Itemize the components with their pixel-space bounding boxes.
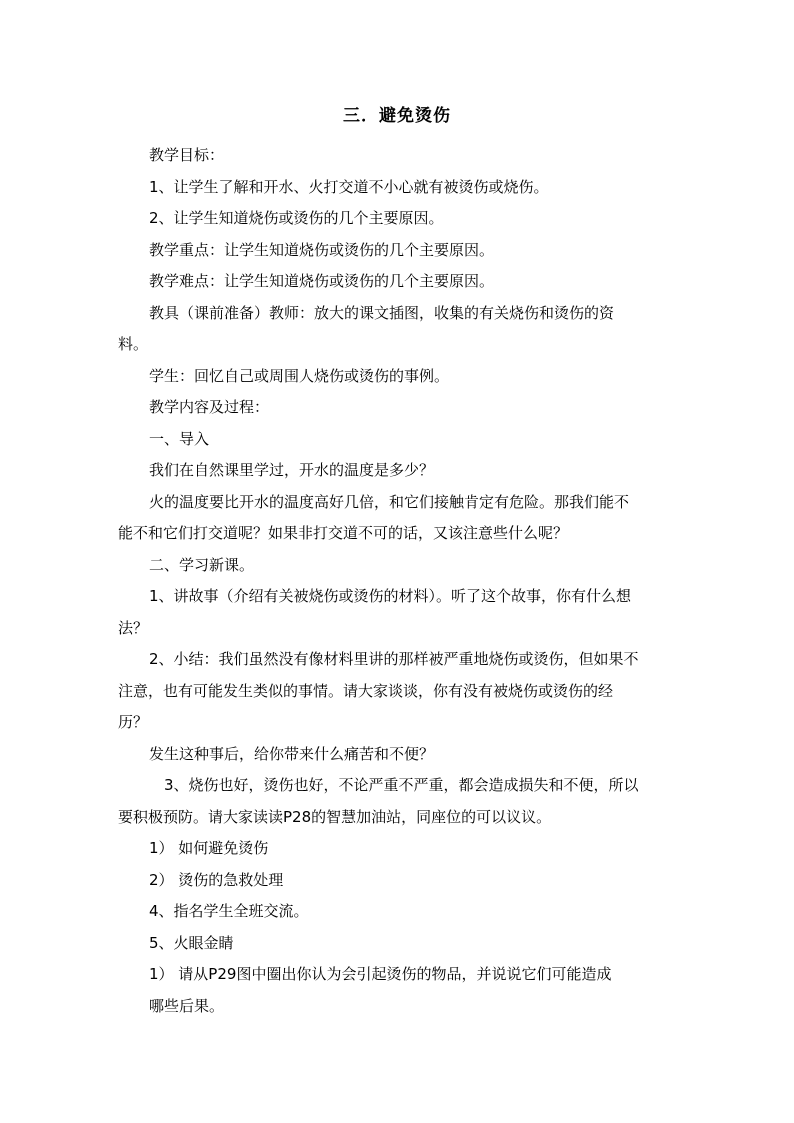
page-title: 三．避免烫伤 bbox=[343, 106, 451, 126]
text-line: 1、讲故事（介绍有关被烧伤或烫伤的材料）。听了这个故事，你有什么想 bbox=[149, 587, 632, 605]
text-line: 法？ bbox=[118, 618, 149, 637]
text-line: 注意，也有可能发生类似的事情。请大家谈谈，你有没有被烧伤或烫伤的经 bbox=[118, 681, 614, 700]
text-line: 教学目标： bbox=[149, 146, 225, 164]
text-line: 哪些后果。 bbox=[149, 996, 225, 1015]
text-line: 教具（课前准备）教师：放大的课文插图，收集的有关烧伤和烫伤的资 bbox=[149, 303, 615, 322]
text-line: 要积极预防。请大家读读P28的智慧加油站，同座位的可以议议。 bbox=[118, 807, 552, 826]
text-line: 2、小结：我们虽然没有像材料里讲的那样被严重地烧伤或烫伤，但如果不 bbox=[149, 650, 639, 668]
text-line: 历？ bbox=[118, 713, 149, 731]
text-line: 教学难点：让学生知道烧伤或烫伤的几个主要原因。 bbox=[149, 272, 495, 290]
text-line: 2） 烫伤的急救处理 bbox=[149, 870, 284, 889]
text-line: 一、导入 bbox=[149, 429, 210, 448]
text-line: 2、让学生知道烧伤或烫伤的几个主要原因。 bbox=[149, 209, 444, 227]
text-line: 发生这种事后，给你带来什么痛苦和不便？ bbox=[149, 744, 435, 763]
text-line: 二、学习新课。 bbox=[149, 555, 255, 574]
text-line: 我们在自然课里学过，开水的温度是多少？ bbox=[149, 461, 435, 479]
text-line: 3、烧伤也好，烫伤也好，不论严重不严重，都会造成损失和不便，所以 bbox=[164, 776, 639, 794]
document-body bbox=[118, 140, 678, 1022]
text-line: 5、火眼金睛 bbox=[149, 933, 234, 952]
text-line: 4、指名学生全班交流。 bbox=[149, 902, 309, 920]
text-line: 火的温度要比开水的温度高好几倍，和它们接触肯定有危险。那我们能不 bbox=[149, 492, 630, 511]
text-line: 1、让学生了解和开水、火打交道不小心就有被烫伤或烧伤。 bbox=[149, 177, 549, 196]
text-line: 能不和它们打交道呢？如果非打交道不可的话，又该注意些什么呢？ bbox=[118, 524, 569, 542]
text-line: 教学重点：让学生知道烧伤或烫伤的几个主要原因。 bbox=[149, 240, 495, 259]
text-line: 1） 如何避免烫伤 bbox=[149, 839, 269, 857]
text-line: 教学内容及过程： bbox=[149, 398, 270, 416]
text-line: 学生：回忆自己或周围人烧伤或烫伤的事例。 bbox=[149, 366, 450, 385]
text-line: 1） 请从P29图中圈出你认为会引起烫伤的物品，并说说它们可能造成 bbox=[149, 965, 612, 983]
text-line: 料。 bbox=[118, 335, 149, 353]
